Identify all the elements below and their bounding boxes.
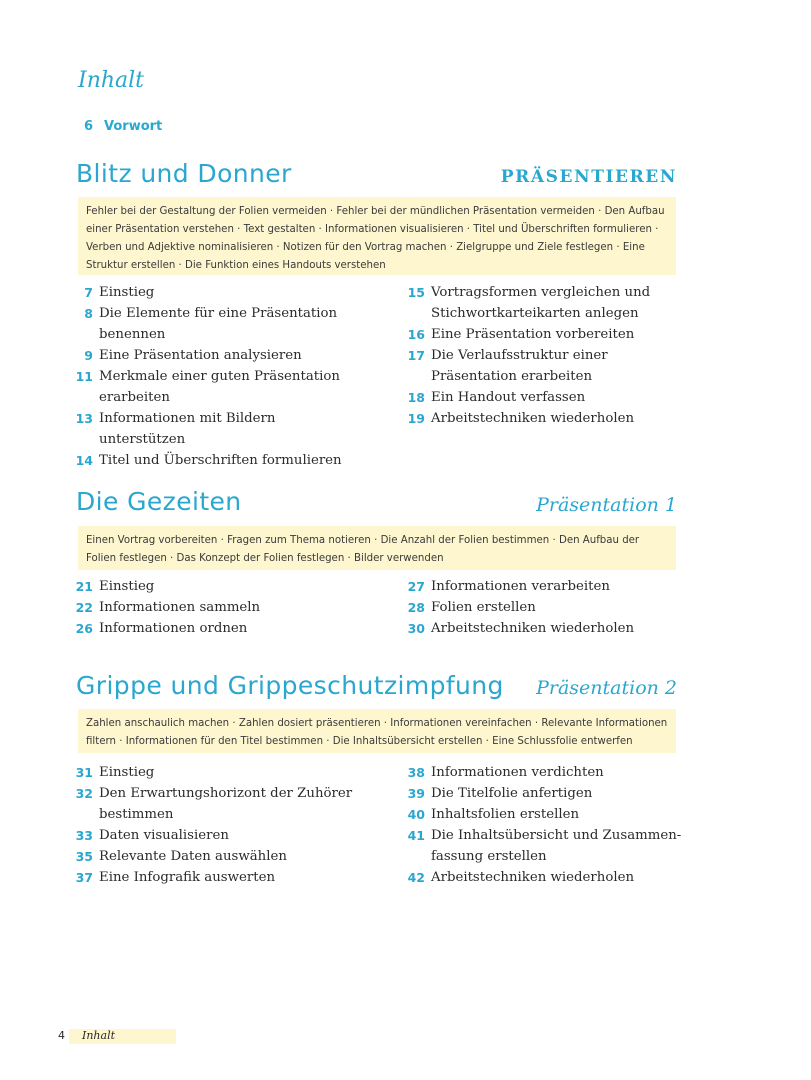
- toc-entry[interactable]: [404, 783, 694, 804]
- toc-entry[interactable]: [404, 825, 694, 867]
- toc-entry[interactable]: [72, 303, 354, 345]
- toc-page-number: 40: [407, 807, 425, 822]
- toc-entry-label: Informationen verdichten: [431, 765, 604, 780]
- section-title: Die Gezeiten: [76, 487, 242, 516]
- toc-entry-label: Inhaltsfolien erstellen: [431, 807, 580, 822]
- toc-entry-label: Die Titelfolie anfertigen: [431, 786, 593, 801]
- toc-page-number: 19: [407, 411, 425, 426]
- toc-page-number: 37: [75, 870, 93, 885]
- toc-page-number: 28: [407, 600, 425, 615]
- section-title: Grippe und Grippeschutzimpfung: [76, 671, 504, 700]
- toc-entry[interactable]: [72, 867, 354, 888]
- toc-entry-label: Arbeitstechniken wiederholen: [431, 411, 635, 426]
- toc-entry[interactable]: [404, 345, 694, 387]
- toc-page-number: 16: [407, 327, 425, 342]
- toc-entry-label: Die Verlaufsstruktur einer Präsentation erarbeiten: [431, 348, 608, 384]
- toc-page-number: 27: [407, 579, 425, 594]
- toc-entry[interactable]: [404, 387, 694, 408]
- toc-entry[interactable]: [404, 597, 694, 618]
- toc-entry-label: Daten visualisieren: [99, 828, 229, 843]
- toc-entry-label: Arbeitstechniken wiederholen: [431, 870, 635, 885]
- toc-page-number: 15: [407, 285, 425, 300]
- toc-page-number: 17: [407, 348, 425, 363]
- toc-entry[interactable]: [72, 345, 354, 366]
- toc-entry-label: Eine Infografik auswerten: [99, 870, 276, 885]
- page-title: Inhalt: [78, 68, 145, 93]
- toc-entry[interactable]: [404, 282, 694, 324]
- toc-entry-label: Den Erwartungshorizont der Zuhörer bestimmen: [99, 786, 353, 822]
- toc-entry[interactable]: [72, 783, 354, 825]
- section-title: Blitz und Donner: [76, 159, 292, 188]
- keywords-box: Einen Vortrag vorbereiten · Fragen zum Thema notieren · Die Anzahl der Folien bestimmen · Den Aufbau der Folien festlegen · Das Konzept der Folien festlegen · Bilder verwenden: [78, 526, 676, 570]
- toc-page-number: 41: [407, 828, 425, 843]
- toc-entry-label: Informationen ordnen: [99, 621, 248, 636]
- toc-entry[interactable]: [72, 408, 354, 450]
- section-tag: Präsentation 2: [536, 677, 677, 699]
- toc-column-left: [72, 282, 354, 471]
- toc-page-number: 39: [407, 786, 425, 801]
- toc-entry[interactable]: [404, 618, 694, 639]
- toc-entry-label: Folien erstellen: [431, 600, 536, 615]
- footer-page-number: 4: [58, 1029, 65, 1042]
- toc-page-number: 32: [75, 786, 93, 801]
- toc-entry[interactable]: [72, 450, 354, 471]
- toc-page-number: 18: [407, 390, 425, 405]
- toc-page-number: 13: [75, 411, 93, 426]
- toc-page-number: 11: [75, 369, 93, 384]
- toc-page-number: 42: [407, 870, 425, 885]
- toc-entry-label: Eine Präsentation analysieren: [99, 348, 302, 363]
- toc-column-right: [404, 576, 694, 639]
- toc-page-number: 21: [75, 579, 93, 594]
- toc-entry-label: Einstieg: [99, 765, 155, 780]
- toc-entry[interactable]: [72, 366, 354, 408]
- section-tag: Präsentation 1: [536, 494, 677, 516]
- toc-page-number: 14: [75, 453, 93, 468]
- toc-column-left: [72, 576, 354, 639]
- toc-entry[interactable]: [404, 762, 694, 783]
- toc-page-number: 22: [75, 600, 93, 615]
- toc-page-number: 35: [75, 849, 93, 864]
- toc-entry-label: Informationen sammeln: [99, 600, 261, 615]
- keywords-box: Zahlen anschaulich machen · Zahlen dosiert präsentieren · Informationen vereinfachen · Relevante Informationen filtern · Informationen für den Titel bestimmen · Die Inhaltsübersicht erstellen · Eine Schlussfolie entwerfen: [78, 709, 676, 753]
- toc-entry[interactable]: [72, 282, 354, 303]
- toc-page-number: 38: [407, 765, 425, 780]
- toc-entry-label: Die Elemente für eine Präsentation benennen: [99, 306, 338, 342]
- toc-entry[interactable]: [72, 762, 354, 783]
- toc-entry-vorwort[interactable]: [84, 119, 162, 134]
- toc-entry-label: Relevante Daten auswählen: [99, 849, 287, 864]
- footer-label: Inhalt: [82, 1029, 116, 1042]
- toc-entry[interactable]: [72, 825, 354, 846]
- toc-entry-label: Arbeitstechniken wiederholen: [431, 621, 635, 636]
- toc-entry-label: Eine Präsentation vorbereiten: [431, 327, 635, 342]
- toc-entry[interactable]: [72, 846, 354, 867]
- toc-column-left: [72, 762, 354, 888]
- toc-entry[interactable]: [72, 618, 354, 639]
- toc-entry-label: Vorwort: [104, 119, 163, 134]
- section-tag: PRÄSENTIEREN: [500, 167, 677, 187]
- toc-entry[interactable]: [404, 324, 694, 345]
- toc-entry-label: Die Inhaltsübersicht und Zusammen-fassung erstellen: [431, 828, 682, 864]
- toc-page-number: 26: [75, 621, 93, 636]
- toc-column-right: [404, 762, 694, 888]
- toc-entry-label: Merkmale einer guten Präsentation erarbeiten: [99, 369, 340, 405]
- toc-page-number: 6: [84, 119, 94, 134]
- toc-page-number: 30: [407, 621, 425, 636]
- toc-page-number: 31: [75, 765, 93, 780]
- toc-entry[interactable]: [72, 576, 354, 597]
- toc-column-right: [404, 282, 694, 429]
- toc-page-number: 8: [84, 306, 93, 321]
- toc-entry-label: Einstieg: [99, 285, 155, 300]
- toc-page-number: 33: [75, 828, 93, 843]
- toc-entry-label: Informationen verarbeiten: [431, 579, 610, 594]
- toc-entry-label: Informationen mit Bildern unterstützen: [99, 411, 276, 447]
- keywords-box: Fehler bei der Gestaltung der Folien vermeiden · Fehler bei der mündlichen Präsentation vermeiden · Den Aufbau einer Präsentation verstehen · Text gestalten · Informationen visualisieren · Titel und Überschriften formulieren · Verben und Adjektive nominalisieren · Notizen für den Vortrag machen · Zielgruppe und Ziele festlegen · Eine Struktur erstellen · Die Funktion eines Handouts verstehen: [78, 197, 676, 275]
- toc-entry[interactable]: [72, 597, 354, 618]
- toc-entry-label: Ein Handout verfassen: [431, 390, 586, 405]
- toc-entry[interactable]: [404, 804, 694, 825]
- toc-entry[interactable]: [404, 576, 694, 597]
- toc-page-number: 9: [84, 348, 93, 363]
- toc-entry-label: Vortragsformen vergleichen und Stichwortkarteikarten anlegen: [431, 285, 651, 321]
- toc-entry-label: Einstieg: [99, 579, 155, 594]
- toc-entry[interactable]: [404, 408, 694, 429]
- toc-page-number: 7: [84, 285, 93, 300]
- toc-entry[interactable]: [404, 867, 694, 888]
- toc-entry-label: Titel und Überschriften formulieren: [99, 453, 342, 468]
